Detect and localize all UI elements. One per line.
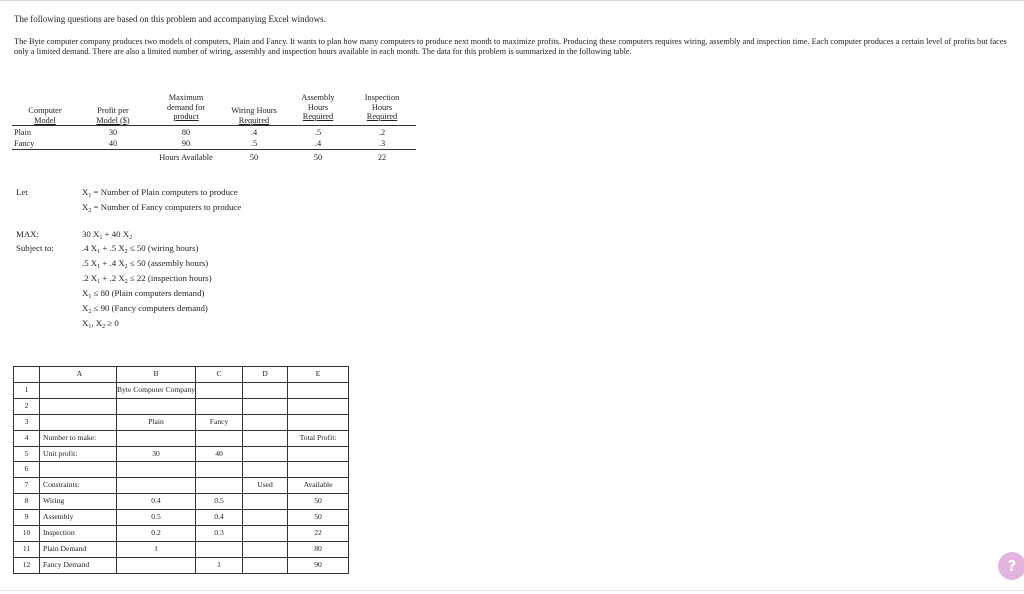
cell-e8[interactable]: 50 bbox=[288, 494, 349, 510]
sheet-row bbox=[14, 510, 349, 526]
row-plain-model: Plain bbox=[14, 128, 32, 137]
help-button[interactable]: ? bbox=[998, 552, 1024, 580]
sheet-row bbox=[14, 446, 349, 462]
cell-a11[interactable]: Plain Demand bbox=[40, 541, 117, 557]
cell-d9[interactable] bbox=[243, 510, 288, 526]
cell-e9[interactable]: 50 bbox=[288, 510, 349, 526]
constraint-nonnegativity: $X_1$, $X_2 \ge 0$ bbox=[82, 318, 119, 330]
problem-paragraph: The Byte computer company produces two models of computers, Plain and Fancy. It wants to plan how many computers to produce next month to maximize profits. Producing these computers requires wiring, assembly and inspection time. Each computer produces a certain level of profits but faces only a limited demand. There are also a limited number of wiring, assembly and inspection hours available in each month. The data for this problem is summarized in the following table. bbox=[14, 37, 1007, 56]
cell-a5[interactable]: Unit profit: bbox=[40, 446, 117, 462]
cell-d8[interactable] bbox=[243, 494, 288, 510]
cell-d2[interactable] bbox=[243, 398, 288, 414]
cell-c4[interactable] bbox=[196, 430, 243, 446]
rows-rule bbox=[12, 149, 416, 150]
row-header[interactable]: 1 bbox=[14, 382, 40, 398]
subject-label: Subject to: bbox=[16, 243, 54, 253]
row-header[interactable]: 4 bbox=[14, 430, 40, 446]
cell-d3[interactable] bbox=[243, 414, 288, 430]
sheet-row bbox=[14, 414, 349, 430]
cell-e10[interactable]: 22 bbox=[288, 526, 349, 542]
row-plain-assembly: .5 bbox=[314, 128, 322, 137]
cell-b8[interactable]: 0.4 bbox=[117, 494, 196, 510]
row-fancy-wiring: .5 bbox=[250, 139, 258, 148]
cell-b1[interactable]: Byte Computer Company bbox=[117, 382, 196, 398]
cell-d10[interactable] bbox=[243, 526, 288, 542]
col-header-e[interactable]: E bbox=[288, 367, 349, 383]
row-plain-demand: 80 bbox=[181, 128, 191, 137]
cell-d1[interactable] bbox=[243, 382, 288, 398]
cell-e12[interactable]: 90 bbox=[288, 557, 349, 573]
cell-a6[interactable] bbox=[40, 462, 117, 478]
cell-c2[interactable] bbox=[196, 398, 243, 414]
sheet-row bbox=[14, 478, 349, 494]
cell-e7[interactable]: Available bbox=[288, 478, 349, 494]
corner-cell bbox=[14, 367, 40, 383]
row-plain-profit: 30 bbox=[108, 128, 118, 137]
cell-c6[interactable] bbox=[196, 462, 243, 478]
max-label: MAX: bbox=[16, 229, 39, 239]
constraint-inspection: .2 $X_1 + .2$ $X_2 \le 22$ (inspection hours) bbox=[82, 273, 212, 285]
cell-c3[interactable]: Fancy bbox=[196, 414, 243, 430]
row-header[interactable]: 5 bbox=[14, 446, 40, 462]
col-header-a[interactable]: A bbox=[40, 367, 117, 383]
cell-b6[interactable] bbox=[117, 462, 196, 478]
cell-a4[interactable]: Number to make: bbox=[40, 430, 117, 446]
cell-d11[interactable] bbox=[243, 541, 288, 557]
row-fancy-assembly: .4 bbox=[314, 139, 322, 148]
cell-c8[interactable]: 0.5 bbox=[196, 494, 243, 510]
cell-c10[interactable]: 0.3 bbox=[196, 526, 243, 542]
cell-b2[interactable] bbox=[117, 398, 196, 414]
cell-b7[interactable] bbox=[117, 478, 196, 494]
top-divider bbox=[0, 0, 1024, 1]
cell-b10[interactable]: 0.2 bbox=[117, 526, 196, 542]
cell-a7[interactable]: Constraints: bbox=[40, 478, 117, 494]
objective-function: 30 $X_1 + 40$ $X_2$ bbox=[82, 229, 133, 241]
header-demand: Maximum demand for product bbox=[166, 93, 205, 121]
hours-available-inspection: 22 bbox=[377, 153, 387, 162]
header-assembly: Assembly Hours Required bbox=[301, 93, 335, 121]
row-header[interactable]: 6 bbox=[14, 462, 40, 478]
cell-c12[interactable]: 1 bbox=[196, 557, 243, 573]
def-x2: $X_2$ = Number of Fancy computers to produce bbox=[82, 202, 242, 214]
cell-d5[interactable] bbox=[243, 446, 288, 462]
cell-e5[interactable] bbox=[288, 446, 349, 462]
excel-sheet bbox=[13, 366, 349, 574]
col-header-c[interactable]: C bbox=[196, 367, 243, 383]
cell-e2[interactable] bbox=[288, 398, 349, 414]
row-fancy-demand: 90 bbox=[181, 139, 191, 148]
header-wiring: Wiring Hours Required bbox=[231, 106, 277, 125]
cell-c5[interactable]: 40 bbox=[196, 446, 243, 462]
data-table bbox=[12, 92, 416, 166]
row-plain-wiring: .4 bbox=[250, 128, 258, 137]
cell-b12[interactable] bbox=[117, 557, 196, 573]
row-header[interactable]: 8 bbox=[14, 494, 40, 510]
row-header[interactable]: 2 bbox=[14, 398, 40, 414]
hours-available-label: Hours Available bbox=[159, 153, 213, 162]
sheet-row bbox=[14, 430, 349, 446]
header-profit: Profit per Model ($) bbox=[96, 106, 130, 125]
cell-e1[interactable] bbox=[288, 382, 349, 398]
constraint-plain-demand: $X_1 \le 80$ (Plain computers demand) bbox=[82, 288, 205, 300]
cell-c7[interactable] bbox=[196, 478, 243, 494]
sheet-row bbox=[14, 557, 349, 573]
sheet-row bbox=[14, 494, 349, 510]
cell-b9[interactable]: 0.5 bbox=[117, 510, 196, 526]
bottom-divider bbox=[0, 590, 1024, 591]
row-fancy-inspection: .3 bbox=[378, 139, 386, 148]
constraint-assembly: .5 $X_1 + .4$ $X_2 \le 50$ (assembly hours) bbox=[82, 258, 209, 270]
cell-b11[interactable]: 1 bbox=[117, 541, 196, 557]
row-header[interactable]: 12 bbox=[14, 557, 40, 573]
header-rule bbox=[12, 125, 416, 126]
let-label: Let bbox=[16, 187, 28, 197]
cell-d4[interactable] bbox=[243, 430, 288, 446]
row-plain-inspection: .2 bbox=[378, 128, 386, 137]
cell-b3[interactable]: Plain bbox=[117, 414, 196, 430]
cell-a10[interactable]: Inspection bbox=[40, 526, 117, 542]
col-header-b[interactable]: B bbox=[117, 367, 196, 383]
sheet-row bbox=[14, 398, 349, 414]
cell-a3[interactable] bbox=[40, 414, 117, 430]
cell-c9[interactable]: 0.4 bbox=[196, 510, 243, 526]
row-header[interactable]: 7 bbox=[14, 478, 40, 494]
cell-b5[interactable]: 30 bbox=[117, 446, 196, 462]
col-header-d[interactable]: D bbox=[243, 367, 288, 383]
header-model: Computer Model bbox=[28, 106, 62, 125]
cell-a1[interactable] bbox=[40, 382, 117, 398]
cell-d7[interactable]: Used bbox=[243, 478, 288, 494]
row-header[interactable]: 10 bbox=[14, 526, 40, 542]
row-header[interactable]: 9 bbox=[14, 510, 40, 526]
constraint-fancy-demand: $X_2 \le 90$ (Fancy computers demand) bbox=[82, 303, 208, 315]
header-inspection: Inspection Hours Required bbox=[364, 93, 400, 121]
cell-a2[interactable] bbox=[40, 398, 117, 414]
sheet-row bbox=[14, 526, 349, 542]
sheet-row bbox=[14, 541, 349, 557]
cell-e11[interactable]: 80 bbox=[288, 541, 349, 557]
sheet-header-row bbox=[14, 367, 349, 383]
cell-b4[interactable] bbox=[117, 430, 196, 446]
row-header[interactable]: 3 bbox=[14, 414, 40, 430]
def-x1: $X_1$ = Number of Plain computers to produce bbox=[82, 187, 238, 199]
cell-a8[interactable]: Wiring bbox=[40, 494, 117, 510]
row-header[interactable]: 11 bbox=[14, 541, 40, 557]
cell-e4[interactable]: Total Profit: bbox=[288, 430, 349, 446]
cell-c11[interactable] bbox=[196, 541, 243, 557]
hours-available-assembly: 50 bbox=[313, 153, 323, 162]
cell-a12[interactable]: Fancy Demand bbox=[40, 557, 117, 573]
row-fancy-profit: 40 bbox=[108, 139, 118, 148]
hours-available-wiring: 50 bbox=[249, 153, 259, 162]
constraint-wiring: .4 $X_1 + .5$ $X_2 \le 50$ (wiring hours) bbox=[82, 243, 199, 255]
cell-c1[interactable] bbox=[196, 382, 243, 398]
cell-d6[interactable] bbox=[243, 462, 288, 478]
sheet-row bbox=[14, 462, 349, 478]
cell-e6[interactable] bbox=[288, 462, 349, 478]
row-fancy-model: Fancy bbox=[14, 139, 35, 148]
sheet-row bbox=[14, 382, 349, 398]
cell-d12[interactable] bbox=[243, 557, 288, 573]
cell-a9[interactable]: Assembly bbox=[40, 510, 117, 526]
intro-text: The following questions are based on this problem and accompanying Excel windows. bbox=[14, 14, 326, 24]
cell-e3[interactable] bbox=[288, 414, 349, 430]
